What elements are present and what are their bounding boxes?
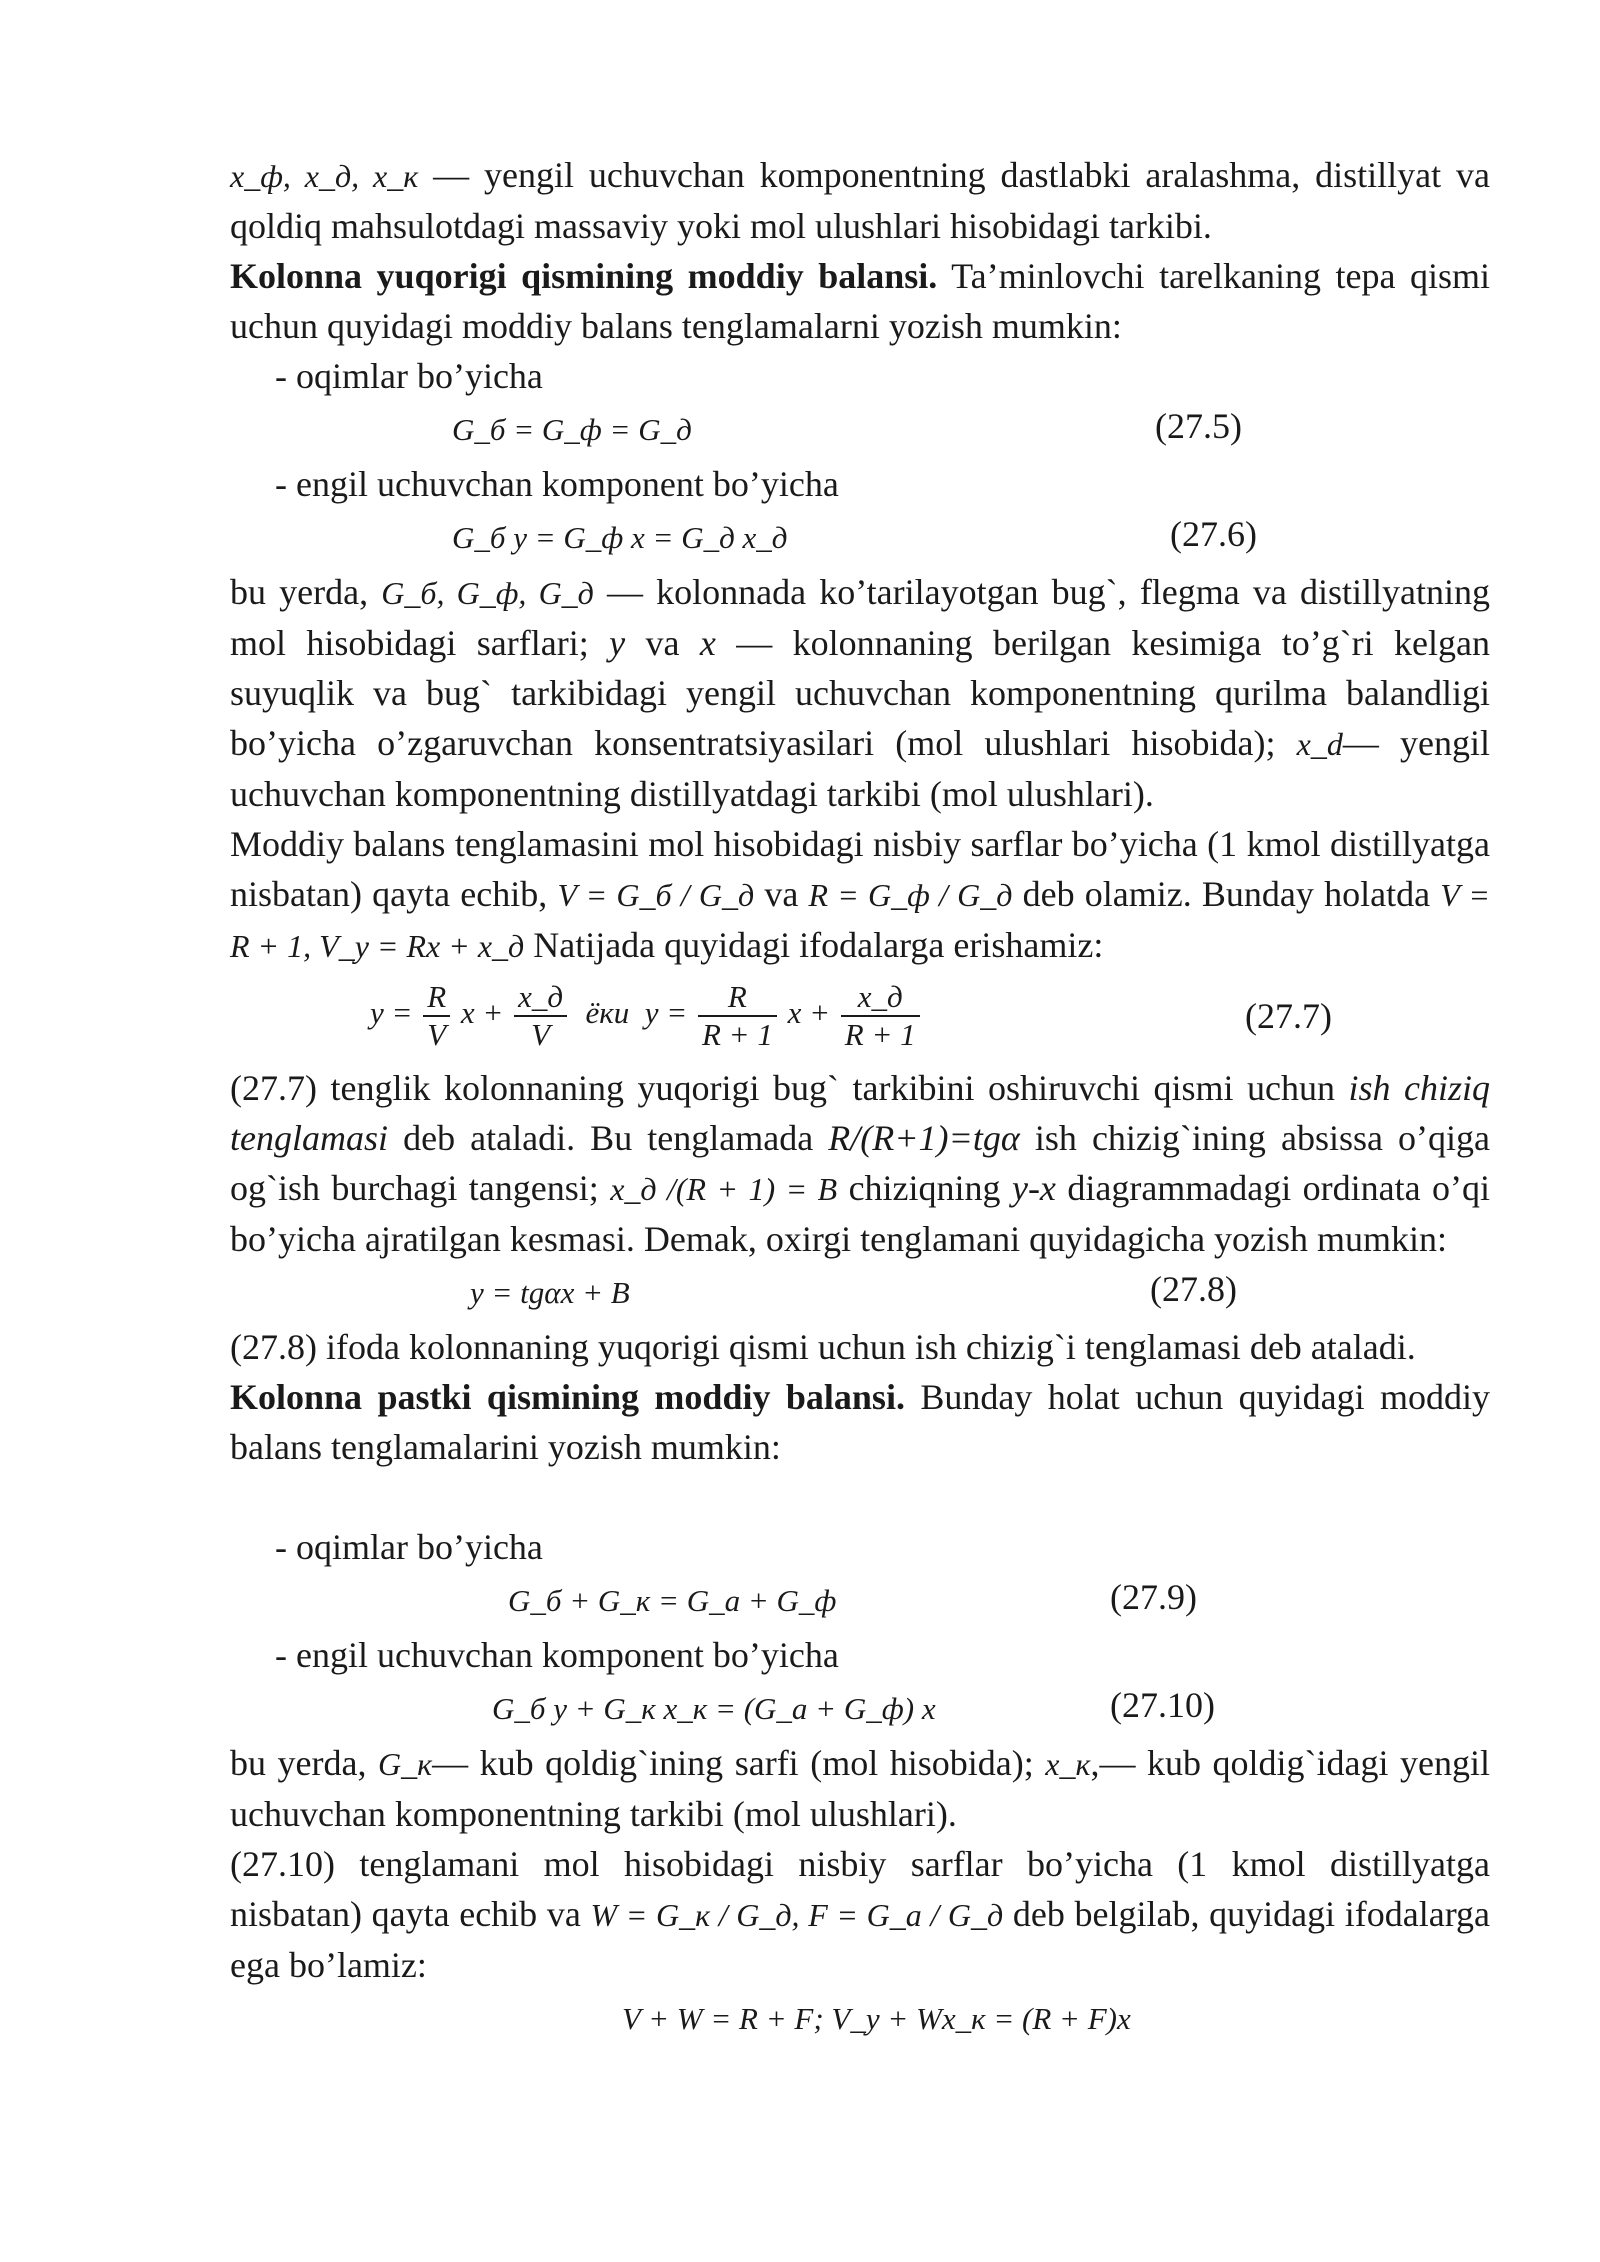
denominator: R + 1 bbox=[701, 1017, 773, 1052]
equation-number: (27.8) bbox=[1150, 1269, 1237, 1309]
equation-27-5 bbox=[230, 401, 1490, 459]
text: (27.7) tenglik kolonnaning yuqorigi bug` tarkibini oshiruvchi qismi uchun bbox=[230, 1068, 1335, 1108]
text: ,— kub qoldig`idagi yengil uchuvchan komponentning tarkibi (mol ulushlari). bbox=[230, 1743, 1491, 1834]
text: — kolonnaning berilgan kesimiga to’g`ri kelgan suyuqlik va bug` tarkibidagi yengil uchuvchan komponentning qurilma balandligi bo’yicha o’zgaruvchan konsentratsiyasilari (mol ulushlari hisobida); bbox=[230, 623, 1491, 763]
fraction bbox=[698, 979, 777, 1053]
text: Ta’minlovchi tarelkaning tepa qismi uchun quyidagi moddiy balans tenglamalarni yozish mumkin: bbox=[230, 256, 1490, 346]
text: diagrammadagi ordinata o’qi bo’yicha ajratilgan kesmasi. Demak, oxirgi tenglamani quyidagicha yozish mumkin: bbox=[230, 1168, 1491, 1259]
equation-number: (27.9) bbox=[1110, 1577, 1197, 1617]
spacer bbox=[230, 1472, 1490, 1522]
equation-number: (27.5) bbox=[1155, 406, 1242, 446]
text: bu yerda, bbox=[230, 572, 369, 612]
text: — kolonnada ko’tarilayotgan bug`, flegma va distillyatning mol hisobidagi sarflari; bbox=[230, 572, 1491, 663]
paragraph-5 bbox=[230, 1063, 1490, 1264]
denominator: V bbox=[427, 1017, 447, 1052]
formula-part: x + bbox=[460, 995, 504, 1031]
text: ish chizig`ining absissa o’qiga og`ish burchagi tangensi; bbox=[230, 1118, 1491, 1208]
text: — yengil uchuvchan komponentning dastlabki aralashma, distillyat va qoldiq mahsulotdagi massaviy yoki mol ulushlari hisobidagi tarkibi. bbox=[230, 155, 1490, 246]
equation-formula: G_б y = G_ф x = G_д x_д bbox=[452, 520, 788, 555]
fraction bbox=[841, 979, 920, 1053]
formula-inline: V = G_б / G_д bbox=[557, 877, 755, 913]
formula-inline: R/(R+1)=tgα bbox=[828, 1118, 1020, 1158]
formula-inline: G_к bbox=[378, 1746, 433, 1782]
text: Bunday holat uchun quyidagi moddiy balans tenglamalarini yozish mumkin: bbox=[230, 1377, 1491, 1467]
paragraph-6: (27.8) ifoda kolonnaning yuqorigi qismi uchun ish chizig`i tenglamasi deb ataladi. bbox=[230, 1327, 1416, 1367]
equation-number: (27.7) bbox=[1245, 996, 1332, 1036]
variable: x bbox=[699, 623, 716, 663]
equation-formula: V + W = R + F; V_y + Wx_к = (R + F)x bbox=[622, 2001, 1131, 2036]
numerator: x_д bbox=[841, 979, 920, 1017]
formula-part: ёки bbox=[585, 995, 630, 1031]
equation-number: (27.10) bbox=[1110, 1685, 1215, 1725]
paragraph-7 bbox=[230, 1372, 1490, 1472]
paragraph-1 bbox=[230, 150, 1490, 251]
equation-formula: G_б + G_к = G_а + G_ф bbox=[508, 1583, 837, 1618]
text: deb ataladi. Bu tenglamada bbox=[403, 1118, 814, 1158]
equation-formula: G_б = G_ф = G_д bbox=[452, 412, 692, 447]
paragraph-3 bbox=[230, 567, 1490, 819]
text: Natijada quyidagi ifodalarga erishamiz: bbox=[533, 925, 1104, 965]
formula-inline: x_ф, x_д, x_к bbox=[230, 158, 419, 194]
formula-inline: W = G_к / G_д, F = G_а / G_д bbox=[590, 1897, 1004, 1933]
formula-inline: x_d bbox=[1296, 726, 1343, 762]
text: — yengil uchuvchan komponentning distillyatdagi tarkibi (mol ulushlari). bbox=[230, 723, 1490, 814]
equation-formula: G_б y + G_к x_к = (G_а + G_ф) x bbox=[492, 1691, 936, 1726]
term: y-x bbox=[1011, 1168, 1056, 1208]
text: va bbox=[645, 623, 680, 663]
formula-part: y = bbox=[370, 995, 413, 1031]
formula-inline: x_к bbox=[1045, 1746, 1091, 1782]
equation-27-6 bbox=[230, 509, 1490, 567]
numerator: x_д bbox=[514, 979, 567, 1017]
paragraph-4 bbox=[230, 819, 1490, 971]
denominator: V bbox=[531, 1017, 550, 1052]
paragraph-8 bbox=[230, 1738, 1490, 1839]
text: — kub qoldig`ining sarfi (mol hisobida); bbox=[432, 1743, 1034, 1783]
section-heading: Kolonna pastki qismining moddiy balansi. bbox=[230, 1377, 905, 1417]
equation-27-10 bbox=[230, 1680, 1490, 1738]
list-item: - oqimlar bo’yicha bbox=[275, 356, 543, 396]
text: deb olamiz. Bunday holatda bbox=[1022, 874, 1431, 914]
formula-part: x + bbox=[787, 995, 831, 1031]
formula-inline: G_б, G_ф, G_д bbox=[381, 575, 594, 611]
denominator: R + 1 bbox=[844, 1017, 916, 1052]
text: deb belgilab, quyidagi ifodalarga ega bo’lamiz: bbox=[230, 1894, 1491, 1985]
list-item: - engil uchuvchan komponent bo’yicha bbox=[275, 464, 839, 504]
formula-inline: V = R + 1, V_y = Rx + x_д bbox=[230, 877, 1490, 964]
equation-formula bbox=[370, 979, 923, 1053]
text: Moddiy balans tenglamasini mol hisobidagi nisbiy sarflar bo’yicha (1 kmol distillyatga nisbatan) qayta echib, bbox=[230, 824, 1490, 914]
equation-27-7 bbox=[230, 971, 1490, 1063]
section-heading: Kolonna yuqorigi qismining moddiy balansi. bbox=[230, 256, 938, 296]
formula-inline: x_д /(R + 1) = B bbox=[610, 1171, 838, 1207]
numerator: R bbox=[423, 979, 450, 1017]
text: va bbox=[764, 874, 799, 914]
fraction bbox=[514, 979, 567, 1053]
fraction bbox=[423, 979, 450, 1053]
paragraph-9 bbox=[230, 1839, 1490, 1990]
text: bu yerda, bbox=[230, 1743, 367, 1783]
term: ish chiziq tenglamasi bbox=[230, 1068, 1490, 1158]
formula-part: y = bbox=[644, 995, 688, 1031]
paragraph-2 bbox=[230, 251, 1490, 351]
text: (27.10) tenglamani mol hisobidagi nisbiy sarflar bo’yicha (1 kmol distillyatga nisbatan) qayta echib va bbox=[230, 1844, 1490, 1934]
equation-27-8 bbox=[230, 1264, 1490, 1322]
equation-27-9 bbox=[230, 1572, 1490, 1630]
text: chiziqning bbox=[848, 1168, 1001, 1208]
variable: y bbox=[609, 623, 626, 663]
equation-final bbox=[230, 1990, 1490, 2048]
document-page bbox=[230, 150, 1490, 2048]
list-item: - oqimlar bo’yicha bbox=[275, 1527, 543, 1567]
formula-inline: R = G_ф / G_д bbox=[808, 877, 1013, 913]
numerator: R bbox=[698, 979, 777, 1017]
equation-formula: y = tgαx + B bbox=[470, 1275, 630, 1310]
list-item: - engil uchuvchan komponent bo’yicha bbox=[275, 1635, 839, 1675]
equation-number: (27.6) bbox=[1170, 514, 1257, 554]
